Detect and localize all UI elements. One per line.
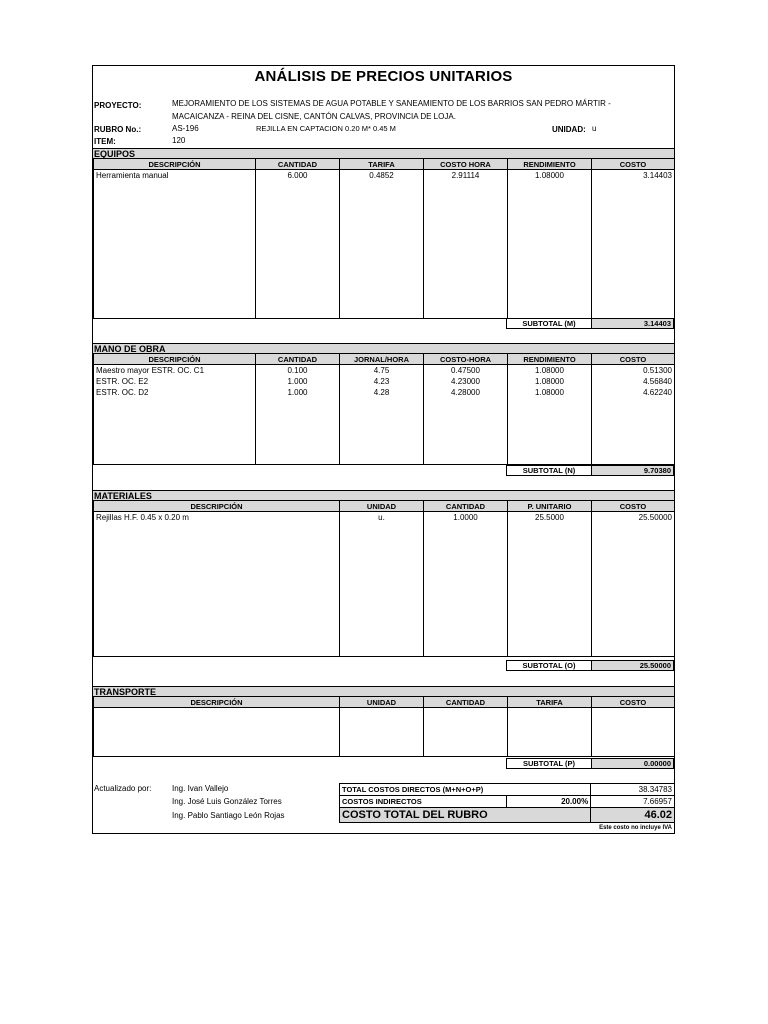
column-header: CANTIDAD (256, 354, 340, 365)
proyecto-line-1: MEJORAMIENTO DE LOS SISTEMAS DE AGUA POTABLE Y SANEAMIENTO DE LOS BARRIOS SAN PEDRO MÁRTIR - (172, 99, 611, 108)
table-row (94, 170, 675, 182)
cell-p-unitario: 25.5000 (508, 512, 592, 524)
indirectos-value: 7.66957 (591, 796, 675, 808)
subtotal-value: 0.00000 (643, 759, 671, 768)
column-header: TARIFA (340, 159, 424, 170)
column-header: DESCRIPCIÓN (94, 697, 340, 708)
rubro-code: AS-196 (172, 124, 199, 133)
actualizado-label: Actualizado por: (94, 784, 152, 793)
cell-descripcion: Herramienta manual (94, 170, 256, 182)
cell-costo-hora: 2.91114 (424, 170, 508, 182)
subtotal-label: SUBTOTAL (N) (522, 466, 576, 475)
column-header: RENDIMIENTO (508, 354, 592, 365)
column-header: CANTIDAD (256, 159, 340, 170)
cell-rendimiento: 1.08000 (508, 365, 592, 377)
cell-cantidad: 1.000 (256, 376, 340, 387)
equipos-table (93, 159, 675, 319)
cell-cantidad: 1.000 (256, 387, 340, 398)
total-directos-label: TOTAL COSTOS DIRECTOS (M+N+O+P) (340, 784, 591, 796)
empty-row (94, 523, 675, 657)
cell-descripcion: Maestro mayor ESTR. OC. C1 (94, 365, 256, 377)
cell-jornal-hora: 4.75 (340, 365, 424, 377)
autor-3: Ing. Pablo Santiago León Rojas (172, 811, 285, 820)
cell-jornal-hora: 4.28 (340, 387, 424, 398)
total-rubro-row (340, 808, 675, 823)
column-header: COSTO (592, 159, 675, 170)
price-analysis-sheet (92, 65, 675, 834)
column-header: UNIDAD (340, 501, 424, 512)
empty-row (94, 398, 675, 465)
unidad-value: u (592, 124, 597, 133)
cell-costo-hora: 4.28000 (424, 387, 508, 398)
rubro-label: RUBRO No.: (94, 125, 142, 134)
materiales-header-row (94, 501, 675, 512)
column-header: CANTIDAD (424, 697, 508, 708)
table-row (94, 376, 675, 387)
empty-row (94, 181, 675, 319)
mano-obra-header-row (94, 354, 675, 365)
cell-costo: 4.56840 (592, 376, 675, 387)
column-header: RENDIMIENTO (508, 159, 592, 170)
column-header: COSTO HORA (424, 159, 508, 170)
cell-costo: 4.62240 (592, 387, 675, 398)
totals-table (339, 783, 675, 823)
cell-descripcion: Rejillas H.F. 0.45 x 0.20 m (94, 512, 340, 524)
autor-2: Ing. José Luis González Torres (172, 797, 282, 806)
empty-row (94, 708, 675, 757)
cell-rendimiento: 1.08000 (508, 387, 592, 398)
cell-descripcion: ESTR. OC. D2 (94, 387, 256, 398)
column-header: COSTO (592, 697, 675, 708)
equipos-header-row (94, 159, 675, 170)
cell-costo-hora: 0.47500 (424, 365, 508, 377)
subtotal-label: SUBTOTAL (M) (522, 319, 576, 328)
cell-cantidad: 6.000 (256, 170, 340, 182)
table-row (94, 387, 675, 398)
mano-obra-section-title: MANO DE OBRA (93, 343, 674, 354)
column-header: COSTO (592, 501, 675, 512)
total-directos-row (340, 784, 675, 796)
cell-rendimiento: 1.08000 (508, 170, 592, 182)
cell-costo-hora: 4.23000 (424, 376, 508, 387)
column-header: P. UNITARIO (508, 501, 592, 512)
column-header: COSTO (592, 354, 675, 365)
total-rubro-label: COSTO TOTAL DEL RUBRO (340, 808, 591, 823)
indirectos-percent: 20.00% (507, 796, 591, 808)
materiales-section-title: MATERIALES (93, 490, 674, 501)
materiales-subtotal (506, 660, 674, 671)
cell-cantidad: 0.100 (256, 365, 340, 377)
transporte-subtotal (506, 758, 674, 769)
proyecto-label: PROYECTO: (94, 101, 142, 110)
column-header: DESCRIPCIÓN (94, 501, 340, 512)
iva-note: Este costo no incluye IVA (599, 825, 672, 831)
equipos-subtotal (506, 318, 674, 329)
subtotal-value: 3.14403 (643, 319, 671, 328)
page-title: ANÁLISIS DE PRECIOS UNITARIOS (254, 68, 513, 85)
indirectos-label: COSTOS INDIRECTOS (340, 796, 507, 808)
column-header: UNIDAD (340, 697, 424, 708)
autor-1: Ing. Ivan Vallejo (172, 784, 229, 793)
cell-cantidad: 1.0000 (424, 512, 508, 524)
column-header: CANTIDAD (424, 501, 508, 512)
cell-rendimiento: 1.08000 (508, 376, 592, 387)
equipos-section-title: EQUIPOS (93, 148, 674, 159)
subtotal-label: SUBTOTAL (P) (522, 759, 576, 768)
materiales-table (93, 501, 675, 657)
transporte-section-title: TRANSPORTE (93, 686, 674, 697)
cell-descripcion: ESTR. OC. E2 (94, 376, 256, 387)
unidad-label: UNIDAD: (552, 125, 586, 134)
transporte-table (93, 697, 675, 757)
cell-costo: 25.50000 (592, 512, 675, 524)
total-directos-value: 38.34783 (591, 784, 675, 796)
cell-costo: 0.51300 (592, 365, 675, 377)
column-header: TARIFA (508, 697, 592, 708)
column-header: COSTO-HORA (424, 354, 508, 365)
column-header: DESCRIPCIÓN (94, 159, 256, 170)
indirectos-row (340, 796, 675, 808)
column-header: DESCRIPCIÓN (94, 354, 256, 365)
cell-unidad: u. (340, 512, 424, 524)
transporte-header-row (94, 697, 675, 708)
table-row (94, 512, 675, 524)
mano-obra-table (93, 354, 675, 465)
subtotal-label: SUBTOTAL (O) (522, 661, 576, 670)
column-header: JORNAL/HORA (340, 354, 424, 365)
cell-jornal-hora: 4.23 (340, 376, 424, 387)
rubro-description: REJILLA EN CAPTACION 0.20 M* 0.45 M (256, 124, 396, 133)
mano-obra-subtotal (506, 465, 674, 476)
subtotal-value: 25.50000 (639, 661, 671, 670)
total-rubro-value: 46.02 (591, 808, 675, 823)
cell-tarifa: 0.4852 (340, 170, 424, 182)
proyecto-line-2: MACAICANZA - REINA DEL CISNE, CANTÓN CALVAS, PROVINCIA DE LOJA. (172, 112, 456, 121)
cell-costo: 3.14403 (592, 170, 675, 182)
subtotal-value: 9.70380 (643, 466, 671, 475)
item-value: 120 (172, 136, 186, 145)
table-row (94, 365, 675, 377)
item-label: ITEM: (94, 137, 116, 146)
